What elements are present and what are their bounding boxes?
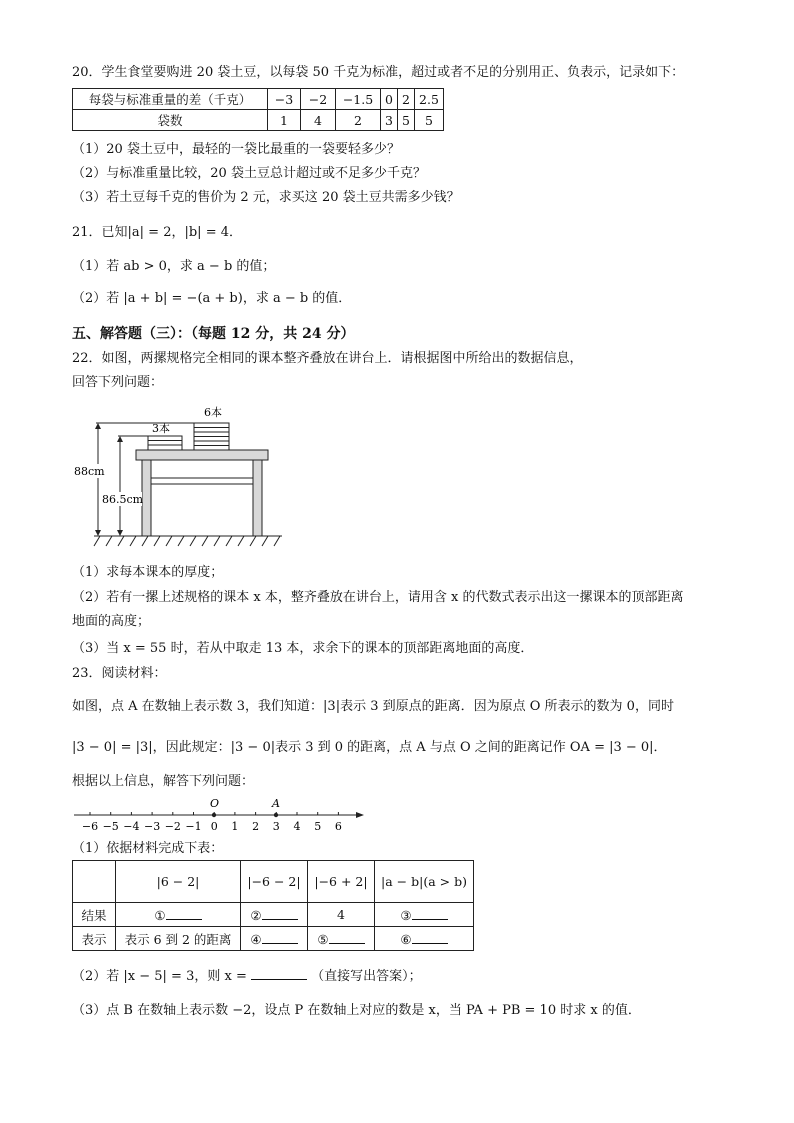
axis-tick-label: 0 (210, 820, 218, 833)
label-88cm: 88cm (74, 465, 105, 478)
table-row (73, 903, 474, 927)
label-a: A (272, 797, 280, 810)
table-cell: 表示 6 到 2 的距离 (116, 927, 241, 951)
lectern-figure (72, 398, 292, 550)
label-6ben: 6本 (204, 406, 222, 419)
point-a (274, 813, 278, 817)
table-cell (73, 861, 116, 903)
answer-marker: ⑥ (400, 931, 412, 947)
q23-sub1: （1）依据材料完成下表： (72, 841, 224, 856)
table-cell: |6 − 2| (116, 861, 241, 903)
axis-tick-label: −6 (81, 820, 99, 833)
table-cell: 2 (398, 89, 415, 110)
label-3ben: 3本 (152, 422, 170, 435)
section-heading: 五、解答题（三）：（每题 12 分，共 24 分） (72, 326, 355, 342)
q21-sub2: （2）若 |a + b| = −(a + b)，求 a − b 的值． (72, 291, 352, 306)
axis-tick-label: 2 (252, 820, 260, 833)
axis-tick-label: 1 (231, 820, 239, 833)
axis-tick-label: −2 (164, 820, 181, 833)
table-cell: 4 (308, 903, 375, 927)
table-row (73, 861, 474, 903)
lectern-crossbar (151, 478, 253, 484)
q23-sub2 (72, 967, 422, 986)
q23-sub2-suffix: （直接写出答案）； (311, 969, 422, 984)
answer-marker: ① (154, 907, 166, 923)
table-row (73, 89, 444, 110)
number-line (70, 794, 370, 836)
table-cell (375, 927, 474, 951)
answer-blank[interactable] (166, 907, 202, 920)
answer-marker: ② (250, 907, 262, 923)
table-cell: −3 (268, 89, 301, 110)
axis-tick-label: −3 (143, 820, 161, 833)
lectern-top (136, 450, 268, 460)
table-cell: 5 (415, 110, 444, 131)
answer-blank[interactable] (262, 907, 298, 920)
q23-table (72, 860, 474, 951)
q22-sub3: （3）当 x = 55 时，若从中取走 13 本，求余下的课本的顶部距离地面的高度． (72, 641, 534, 656)
table-cell (116, 903, 241, 927)
table-cell: 表示 (73, 927, 116, 951)
table-cell (308, 927, 375, 951)
answer-blank[interactable] (412, 931, 448, 944)
q22-sub2-line2: 地面的高度； (72, 614, 151, 629)
label-86-5cm: 86.5cm (102, 493, 144, 506)
answer-blank[interactable] (329, 931, 365, 944)
table-cell: 0 (381, 89, 398, 110)
q20-sub2: （2）与标准重量比较，20 袋土豆总计超过或不足多少千克？ (72, 166, 426, 181)
table-cell: 5 (398, 110, 415, 131)
axis-tick-label: 4 (293, 820, 301, 833)
lectern-leg-right (253, 460, 262, 536)
answer-marker: ③ (400, 907, 412, 923)
table-cell: 2.5 (415, 89, 444, 110)
q23-para2: |3 − 0| = |3|，因此规定：|3 − 0|表示 3 到 0 的距离，点 A 与点 O 之间的距离记作 OA = |3 − 0|． (72, 740, 667, 755)
q23-para1: 如图，点 A 在数轴上表示数 3，我们知道：|3|表示 3 到原点的距离．因为原点 O 所表示的数为 0，同时 (72, 699, 674, 714)
table-cell (241, 903, 308, 927)
table-cell: 袋数 (73, 110, 268, 131)
answer-blank[interactable] (412, 907, 448, 920)
q20-sub1: （1）20 袋土豆中，最轻的一袋比最重的一袋要轻多少？ (72, 142, 400, 157)
axis-tick-label: 5 (314, 820, 322, 833)
table-row (73, 110, 444, 131)
q22-title-line2: 回答下列问题： (72, 375, 164, 390)
table-cell: −2 (301, 89, 336, 110)
book-stack-3 (148, 436, 182, 450)
table-cell: 3 (381, 110, 398, 131)
table-cell: |−6 − 2| (241, 861, 308, 903)
q22-sub2-line1: （2）若有一摞上述规格的课本 x 本，整齐叠放在讲台上，请用含 x 的代数式表示出这一摞课本的顶部距离 (72, 590, 684, 605)
q23-sub3: （3）点 B 在数轴上表示数 −2，设点 P 在数轴上对应的数是 x，当 PA + PB = 10 时求 x 的值． (72, 1003, 641, 1018)
table-cell: |−6 + 2| (308, 861, 375, 903)
label-o: O (210, 797, 220, 810)
q23-sub2-prefix: （2）若 |x − 5| = 3，则 x = (72, 969, 247, 984)
book-stack-6 (194, 423, 229, 450)
answer-blank[interactable] (262, 931, 298, 944)
answer-blank[interactable] (251, 967, 307, 980)
q20-title: 20．学生食堂要购进 20 袋土豆，以每袋 50 千克为标准，超过或者不足的分别用正、负表示，记录如下： (72, 65, 685, 80)
q21-title: 21．已知|a| = 2，|b| = 4． (72, 225, 242, 240)
axis-arrow-icon (356, 812, 364, 818)
table-cell: 结果 (73, 903, 116, 927)
q22-title-line1: 22．如图，两摞规格完全相同的课本整齐叠放在讲台上．请根据图中所给出的数据信息， (72, 351, 583, 366)
table-cell (241, 927, 308, 951)
table-cell: 4 (301, 110, 336, 131)
q23-prompt: 根据以上信息，解答下列问题： (72, 774, 255, 789)
lectern-leg-left (142, 460, 151, 536)
axis-tick-label: −1 (185, 820, 202, 833)
point-o (212, 813, 216, 817)
answer-marker: ④ (250, 931, 262, 947)
table-cell: 每袋与标准重量的差（千克） (73, 89, 268, 110)
table-row (73, 927, 474, 951)
table-cell: −1.5 (336, 89, 381, 110)
q23-title: 23．阅读材料： (72, 666, 167, 681)
q20-sub3: （3）若土豆每千克的售价为 2 元，求买这 20 袋土豆共需多少钱？ (72, 190, 460, 205)
q22-sub1: （1）求每本课本的厚度； (72, 565, 224, 580)
q20-table (72, 88, 444, 131)
answer-marker: ⑤ (317, 931, 329, 947)
ground-hatch (94, 536, 280, 546)
table-cell: |a − b|(a > b) (375, 861, 474, 903)
q21-sub1: （1）若 ab > 0，求 a − b 的值； (72, 259, 276, 274)
table-cell (375, 903, 474, 927)
axis-tick-label: 3 (272, 820, 280, 833)
axis-tick-label: 6 (334, 820, 342, 833)
table-cell: 2 (336, 110, 381, 131)
table-cell: 1 (268, 110, 301, 131)
axis-tick-label: −4 (123, 820, 140, 833)
axis-tick-label: −5 (102, 820, 119, 833)
